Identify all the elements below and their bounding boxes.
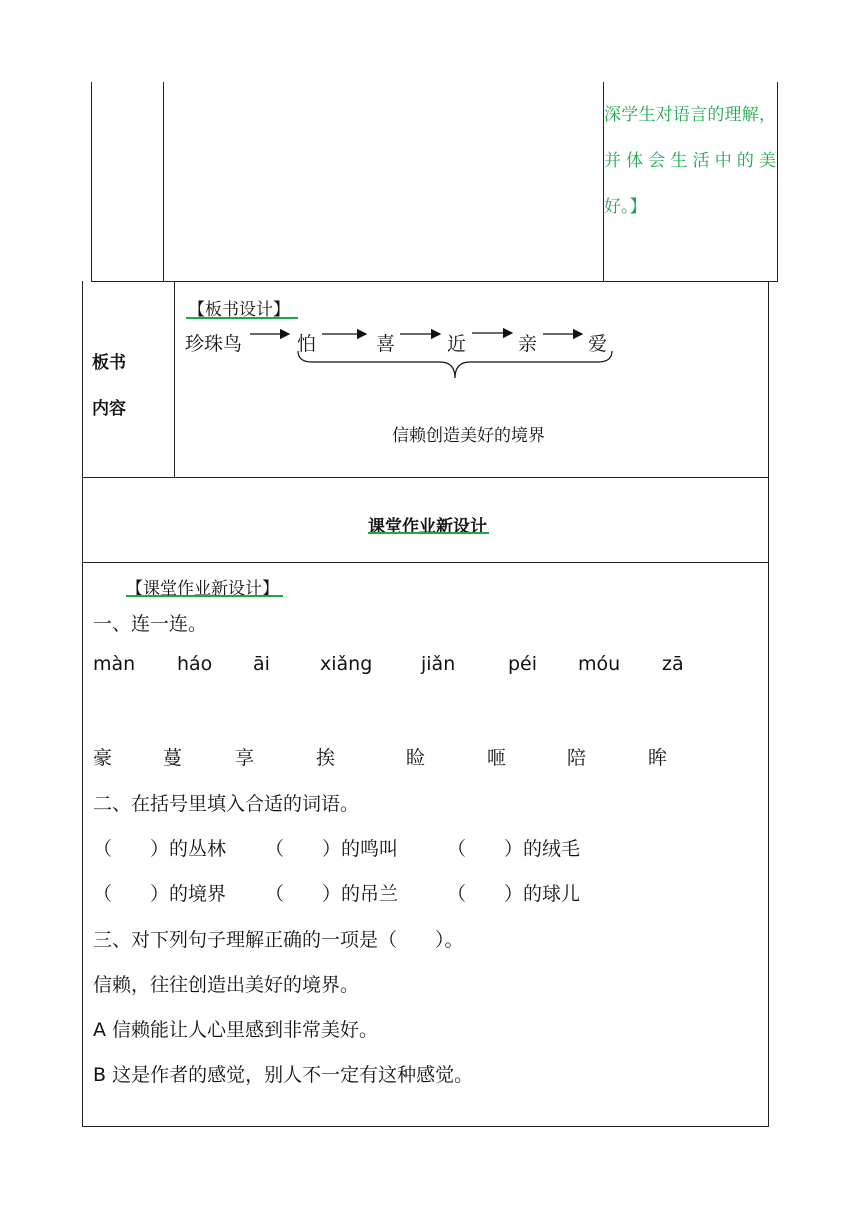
design-note-line: 好。】 bbox=[604, 197, 647, 217]
fill-blank-item: （ ）的吊兰 bbox=[265, 883, 399, 905]
board-chain-word: 近 bbox=[447, 333, 467, 355]
fill-blank-item: （ ）的鸣叫 bbox=[265, 838, 399, 860]
question-title: 三、对下列句子理解正确的一项是（ ）。 bbox=[93, 929, 464, 951]
table-border bbox=[82, 562, 769, 563]
fill-blank-item: （ ）的丛林 bbox=[93, 838, 227, 860]
board-summary: 信赖创造美好的境界 bbox=[392, 426, 545, 446]
brace-icon bbox=[298, 351, 612, 378]
board-heading: 【板书设计】 bbox=[188, 300, 290, 320]
heading-underline bbox=[126, 595, 283, 597]
board-chain-word: 喜 bbox=[376, 333, 396, 355]
design-note-line: 深学生对语言的理解， bbox=[604, 105, 776, 125]
char-item: 陪 bbox=[567, 747, 587, 769]
pinyin-item: jiǎn bbox=[421, 653, 456, 675]
char-item: 眸 bbox=[648, 747, 668, 769]
design-note-line: 并体会生活中的美 bbox=[604, 151, 776, 171]
fill-blank-item: （ ）的球儿 bbox=[447, 883, 581, 905]
board-diagram bbox=[0, 0, 860, 480]
pinyin-item: péi bbox=[508, 653, 538, 675]
board-chain-word: 怕 bbox=[297, 333, 317, 355]
pinyin-item: zā bbox=[662, 653, 684, 675]
table-border bbox=[82, 1126, 769, 1127]
board-chain-word: 亲 bbox=[518, 333, 538, 355]
fill-blank-item: （ ）的境界 bbox=[93, 883, 227, 905]
board-start: 珍珠鸟 bbox=[185, 333, 243, 355]
row-label: 内容 bbox=[92, 399, 126, 419]
pinyin-item: móu bbox=[578, 653, 621, 675]
pinyin-item: xiǎng bbox=[320, 653, 373, 675]
char-item: 享 bbox=[235, 747, 255, 769]
pinyin-item: háo bbox=[177, 653, 213, 675]
question-title: 一、连一连。 bbox=[93, 613, 208, 635]
homework-heading: 【课堂作业新设计】 bbox=[126, 579, 279, 599]
section-title-underline bbox=[368, 532, 489, 534]
answer-option: A 信赖能让人心里感到非常美好。 bbox=[93, 1019, 379, 1041]
question-title: 二、在括号里填入合适的词语。 bbox=[93, 793, 360, 815]
row-label: 板书 bbox=[92, 353, 126, 373]
board-chain-word: 爱 bbox=[588, 333, 608, 355]
fill-blank-item: （ ）的绒毛 bbox=[447, 838, 581, 860]
pinyin-item: màn bbox=[93, 653, 136, 675]
char-item: 蔓 bbox=[163, 747, 183, 769]
section-title: 课堂作业新设计 bbox=[368, 517, 487, 537]
question-sentence: 信赖，往往创造出美好的境界。 bbox=[93, 974, 360, 996]
char-item: 睑 bbox=[406, 747, 426, 769]
char-item: 豪 bbox=[93, 747, 113, 769]
char-item: 挨 bbox=[316, 747, 336, 769]
pinyin-item: āi bbox=[253, 653, 270, 675]
answer-option: B 这是作者的感觉，别人不一定有这种感觉。 bbox=[93, 1064, 474, 1086]
char-item: 咂 bbox=[487, 747, 507, 769]
